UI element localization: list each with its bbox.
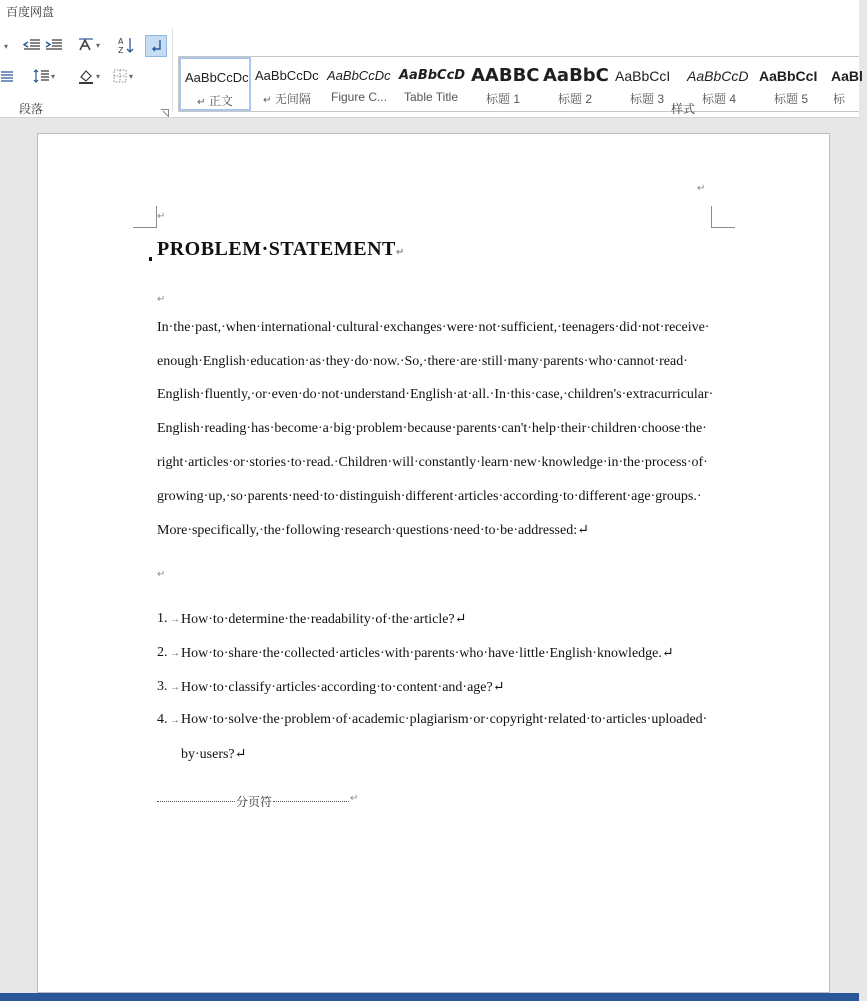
style-heading-6[interactable] — [827, 57, 867, 111]
tab-arrow-mark: → — [170, 682, 180, 693]
crop-mark-top-left — [133, 206, 157, 228]
body-line[interactable]: More·specifically,·the·following·research·questions·need·to·be·addressed:↵ — [157, 523, 589, 538]
page-break-line — [273, 801, 349, 802]
page-break-marker[interactable] — [157, 793, 357, 807]
style-sample: AaBbCcDc — [255, 68, 319, 83]
style-sample: AaBl — [831, 68, 863, 84]
style-name: 标题 3 — [629, 92, 664, 106]
page-break-label: 分页符 — [236, 795, 273, 809]
empty-paragraph-mark: ↵ — [157, 294, 166, 305]
style-heading-1[interactable] — [467, 57, 539, 111]
style-name: ↵ 正文 — [197, 94, 233, 108]
document-page[interactable] — [37, 133, 830, 993]
style-name: ↵ 无间隔 — [263, 92, 311, 106]
list-number: 2. — [157, 645, 168, 660]
style-sample: AaBbCcDc — [185, 70, 249, 85]
ribbon-group-separator — [172, 28, 173, 112]
show-formatting-marks-button[interactable] — [145, 35, 167, 57]
body-line[interactable]: growing·up,·so·parents·need·to·distinguish·different·articles·according·to·different·age·groups.· — [157, 489, 702, 504]
style-sample: AaBbC — [543, 65, 609, 86]
tab-arrow-mark: → — [170, 648, 180, 659]
style-sample: AaBbCcDc — [327, 68, 391, 83]
tab-arrow-mark: → — [170, 715, 180, 726]
style-sample: AABBC — [471, 65, 540, 86]
paragraph-mark: ↵ — [697, 183, 706, 194]
list-item[interactable]: How·to·classify·articles·according·to·content·and·age?↵ — [181, 680, 505, 695]
crop-mark-top-right — [711, 206, 735, 228]
style-name: 标题 4 — [701, 92, 736, 106]
style-sample: AaBbCcI — [759, 68, 818, 84]
body-line[interactable]: In·the·past,·when·international·cultural·exchanges·were·not·sufficient,·teenagers·did·not·receive· — [157, 320, 710, 335]
list-item[interactable]: How·to·determine·the·readability·of·the·article?↵ — [181, 612, 467, 627]
body-line[interactable]: English·fluently,·or·even·do·not·understand·English·at·all.·In·this·case,·children's·extracurricular· — [157, 387, 714, 402]
list-item[interactable]: How·to·share·the·collected·articles·with·parents·who·have·little·English·knowledge.↵ — [181, 646, 674, 661]
style-name: 标题 5 — [773, 92, 808, 106]
line-spacing-icon[interactable]: ▾ — [30, 67, 58, 85]
style-figure-caption[interactable] — [323, 57, 395, 111]
increase-indent-icon[interactable] — [44, 36, 64, 54]
style-no-spacing[interactable] — [251, 57, 323, 111]
style-normal[interactable] — [179, 57, 251, 111]
list-number: 4. — [157, 712, 168, 727]
styles-group-label: 样式 — [671, 102, 696, 116]
ribbon — [0, 22, 863, 118]
svg-text:Z: Z — [118, 46, 124, 55]
list-number: 3. — [157, 679, 168, 694]
style-sample: AaBbCcD — [687, 68, 749, 84]
body-line[interactable]: right·articles·or·stories·to·read.·Children·will·constantly·learn·new·knowledge·in·the·process·of· — [157, 455, 708, 470]
document-heading[interactable]: PROBLEM·STATEMENT↵ — [157, 238, 405, 260]
style-name: Table Title — [403, 90, 459, 104]
style-sample: AaBbCcD — [399, 68, 466, 83]
style-name: 标题 1 — [485, 92, 520, 106]
style-name: Figure C... — [330, 90, 387, 104]
borders-icon[interactable]: ▾ — [108, 67, 138, 85]
tab-arrow-mark: → — [170, 614, 180, 625]
paragraph-dialog-launcher-icon[interactable] — [161, 104, 169, 112]
text-direction-icon[interactable]: ▾ — [75, 36, 103, 54]
style-name: 标题 2 — [557, 92, 592, 106]
style-name: 标 — [833, 92, 846, 106]
shading-icon[interactable]: ▾ — [74, 67, 104, 85]
style-table-title[interactable] — [395, 57, 467, 111]
body-line[interactable]: English·reading·has·become·a·big·problem·because·parents·can't·help·their·children·choose·the· — [157, 421, 707, 436]
styles-gallery — [178, 56, 863, 112]
paragraph-group-label: 段落 — [19, 102, 44, 116]
page-break-line — [157, 801, 235, 802]
list-dropdown-caret-icon[interactable]: ▾ — [3, 41, 8, 51]
style-heading-5[interactable] — [755, 57, 827, 111]
paragraph-mark: ↵ — [157, 211, 166, 222]
title-strip — [0, 0, 859, 22]
decrease-indent-icon[interactable] — [22, 36, 42, 54]
paragraph-mark: ↵ — [350, 793, 359, 804]
app-tab-title[interactable]: 百度网盘 — [6, 5, 55, 19]
heading-bullet-marker — [149, 257, 152, 261]
sort-icon[interactable] — [117, 35, 135, 55]
list-item-continuation[interactable]: by·users?↵ — [181, 747, 247, 762]
svg-text:A: A — [118, 37, 124, 46]
style-heading-2[interactable] — [539, 57, 611, 111]
list-item[interactable]: How·to·solve·the·problem·of·academic·plagiarism·or·copyright·related·to·articles·uploaded· — [181, 712, 708, 727]
status-bar — [0, 993, 859, 1001]
distributed-align-icon[interactable] — [0, 68, 14, 86]
body-line[interactable]: enough·English·education·as·they·do·now.·So,·there·are·still·many·parents·who·cannot·read· — [157, 354, 688, 369]
empty-paragraph-mark: ↵ — [157, 569, 166, 580]
style-sample: AaBbCcI — [615, 68, 671, 84]
list-number: 1. — [157, 611, 168, 626]
